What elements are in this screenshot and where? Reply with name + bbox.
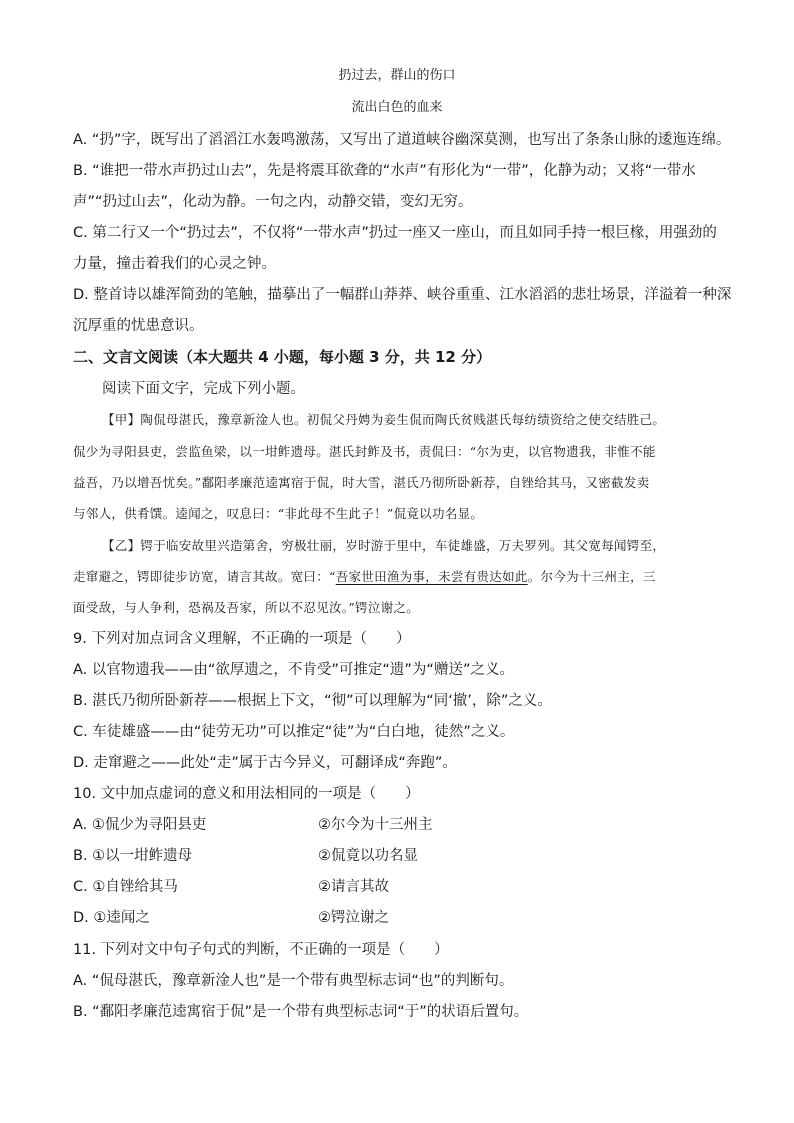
q9-stem: 9. 下列对加点词含义理解，不正确的一项是（ ）: [73, 631, 411, 647]
underlined-sentence: 吾家世田渔为事，未尝有贵达如此: [335, 569, 528, 584]
q8-option-d-line2: 沉厚重的忧患意识。: [73, 318, 204, 334]
q8-option-a: A. “扔”字，既写出了滔滔江水轰鸣激荡，又写出了道道峡谷幽深莫测，也写出了条条山脉的逶迤连绵。: [73, 132, 731, 148]
q10-option-c-item2: ②请言其故: [318, 879, 389, 895]
passage-jia-line1: 【甲】陶侃母湛氏，豫章新淦人也。初侃父丹娉为妾生侃而陶氏贫贱湛氏每纺绩资给之使交结胜己。: [102, 412, 666, 427]
q10-option-a-item2: ②尔今为十三州主: [318, 817, 433, 833]
passage-yi-line2: [73, 567, 656, 587]
q10-option-d: [73, 908, 389, 928]
q10-stem: 10. 文中加点虚词的意义和用法相同的一项是（ ）: [73, 786, 420, 802]
q10-option-d-item2: ②锷泣谢之: [318, 910, 389, 926]
q8-option-b-line1: B. “谁把一带水声扔过山去”，先是将震耳欲聋的“水声”有形化为“一带”，化静为动；又将“一带水: [73, 163, 696, 179]
q11-option-a: A. “侃母湛氏，豫章新淦人也”是一个带有典型标志词“也”的判断句。: [73, 973, 514, 989]
q10-option-c: [73, 877, 389, 897]
q9-option-b: B. 湛氏乃彻所卧新荐——根据上下文，“彻”可以理解为“同‘撤’，除”之义。: [73, 693, 552, 709]
q8-option-c-line1: C. 第二行又一个“扔过去”，不仅将“一带水声”扔过一座又一座山，而且如同手持一根巨椽，用强劲的: [73, 225, 717, 241]
q10-option-b-item2: ②侃竟以功名显: [318, 848, 418, 864]
q8-option-d-line1: D. 整首诗以雄浑简劲的笔触，描摹出了一幅群山莽莽、峡谷重重、江水滔滔的悲壮场景，洋溢着一种深: [73, 287, 732, 303]
passage-jia-line2: 侃少为寻阳县吏，尝监鱼梁，以一坩鲊遗母。湛氏封鲊及书，责侃曰：“尔为吏，以官物遗我，非惟不能: [73, 444, 656, 459]
passage-yi-line1: 【乙】锷于临安故里兴造第舍，穷极壮丽，岁时游于里中，车徒雄盛，万夫罗列。其父宽每闻锷至，: [102, 538, 666, 553]
q10-option-a-item1: A. ①侃少为寻阳县吏: [73, 817, 207, 833]
q9-option-c: C. 车徒雄盛——由“徒劳无功”可以推定“徒”为“白白地，徒然”之义。: [73, 724, 515, 740]
passage-yi-line2-start: 走窜避之，锷即徒步访宽，请言其故。宽曰：“: [73, 569, 336, 584]
section-instruction: 阅读下面文字，完成下列小题。: [102, 381, 305, 397]
q9-option-d: D. 走窜避之——此处“走”属于古今异义，可翻译成“奔跑”。: [73, 755, 457, 771]
q10-option-c-item1: C. ①自锉给其马: [73, 879, 178, 895]
poem-line-2: 流出白色的血来: [351, 100, 443, 115]
q10-option-d-item1: D. ①逵闻之: [73, 910, 150, 926]
passage-yi-line3: 面受敌，与人争利，恐祸及吾家，所以不忍见汝。”锷泣谢之。: [73, 600, 420, 615]
q10-option-b-item1: B. ①以一坩鲊遗母: [73, 848, 193, 864]
passage-jia-line3: 益吾，乃以增吾忧矣。”鄱阳孝廉范逵寓宿于侃，时大雪，湛氏乃彻所卧新荐，自锉给其马，又密截发卖: [73, 475, 650, 490]
q10-option-a: [73, 815, 433, 835]
q8-option-b-line2: 声”“扔过山去”，化动为静。一句之内，动静交错，变幻无穷。: [73, 194, 473, 210]
passage-yi-line2-end: 。尔今为十三州主，三: [527, 569, 656, 584]
passage-jia-line4: 与邻人，供肴馔。逵闻之，叹息曰：“非此母不生此子！”侃竟以功名显。: [73, 506, 484, 521]
q11-option-b: B. “鄱阳孝廉范逵寓宿于侃”是一个带有典型标志词“于”的状语后置句。: [73, 1004, 529, 1020]
q9-option-a: A. 以官物遗我——由“欲厚遗之，不肯受”可推定“遗”为“赠送”之义。: [73, 662, 514, 678]
poem-line-1: 扔过去，群山的伤口: [338, 68, 456, 83]
q11-stem: 11. 下列对文中句子句式的判断，不正确的一项是（ ）: [73, 942, 449, 958]
section-heading: 二、文言文阅读（本大题共 4 小题，每小题 3 分，共 12 分）: [73, 348, 492, 366]
q10-option-b: [73, 846, 418, 866]
q8-option-c-line2: 力量，撞击着我们的心灵之钟。: [73, 256, 276, 272]
